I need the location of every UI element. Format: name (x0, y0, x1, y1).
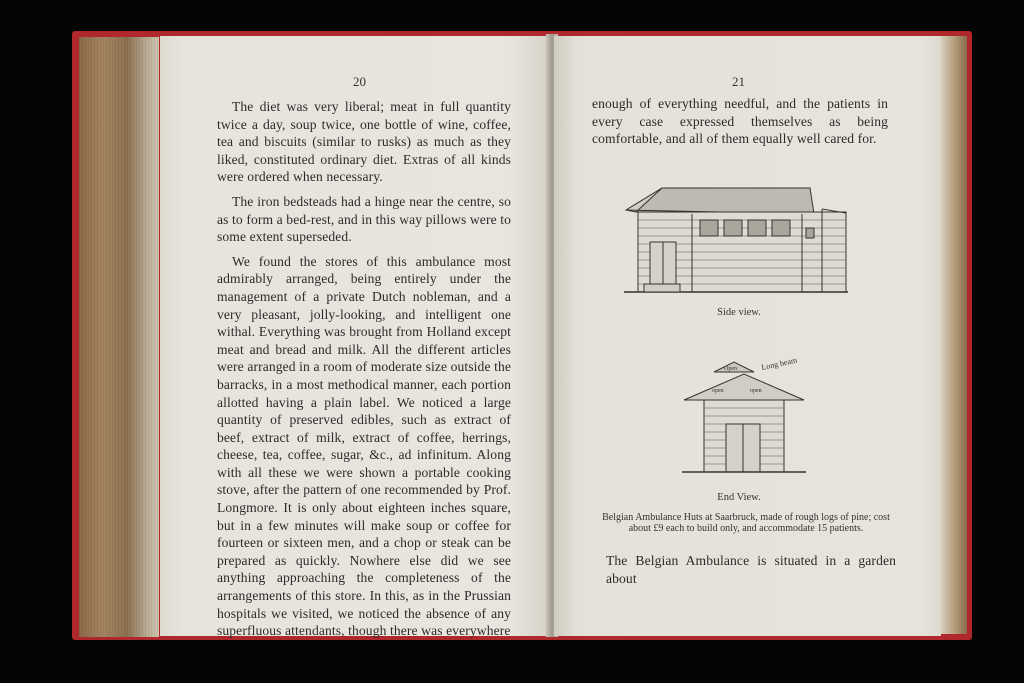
hut-end-view-illustration (682, 355, 842, 488)
right-page-bottom-text (606, 552, 896, 594)
right-page (554, 36, 941, 636)
paragraph: The diet was very liberal; meat in full quantity twice a day, soup twice, one bottle of wine, coffee, tea and biscuits (similar to rusks) as much as they liked, constituted ordinary diet. Extras of all kinds were ordered when necessary. (217, 99, 511, 185)
end-view-left-label: open (712, 388, 724, 394)
paragraph: The iron bedsteads had a hinge near the centre, so as to form a bed-rest, and in this way pillows were to some extent superseded. (217, 193, 511, 245)
figure-caption: Belgian Ambulance Huts at Saarbruck, made of rough logs of pine; cost about £9 each to build only, and accommodate 15 patients. (602, 512, 890, 534)
right-page-top-text (592, 95, 888, 155)
paragraph: The Belgian Ambulance is situated in a garden about (606, 553, 896, 586)
page-number: 20 (353, 74, 366, 89)
end-view-label: End View. (717, 492, 761, 503)
side-view-label: Side view. (717, 307, 761, 318)
page-number: 21 (732, 74, 745, 89)
end-view-right-label: open (750, 388, 762, 394)
end-view-beam-label: Long beam (760, 355, 798, 372)
page-edges-right (941, 36, 967, 634)
left-page (160, 36, 550, 639)
hut-side-view-illustration (622, 184, 852, 299)
page-edges-left (79, 37, 159, 637)
paragraph: We found the stores of this ambulance most admirably arranged, being entirely under the management of a private Dutch nobleman, and a very pleasant, jolly-looking, and intelligent one withal. Everything was brought from Holland except meat and bread and milk. All the different articles were arranged in a room of moderate size outside the barracks, in a most methodical manner, each portion allotted having a plain label. We noticed a large quantity of preserved edibles, such as extract of beef, extract of milk, extract of coffee, herrings, cheese, tea, coffee, sugar, &c., ad infinitum. Along with all these we were shown a portable cooking stove, after the pattern of one recommended by Prof. Longmore. It is only about eighteen inches square, but in a few minutes will make soup or coffee for fourteen or sixteen men, and a chop or steak can be prepared as quickly. Nowhere else did we see anything approaching the completeness of the arrangements of this store. In this, as in the Prussian hospitals we visited, we noticed the absence of any superfluous attendants, though there was everywhere (217, 253, 511, 639)
end-view-top-label: Open (724, 366, 737, 372)
left-page-text (217, 98, 511, 647)
paragraph: enough of everything needful, and the patients in every case expressed themselves as being comfortable, and all of them equally well cared for. (592, 96, 888, 147)
